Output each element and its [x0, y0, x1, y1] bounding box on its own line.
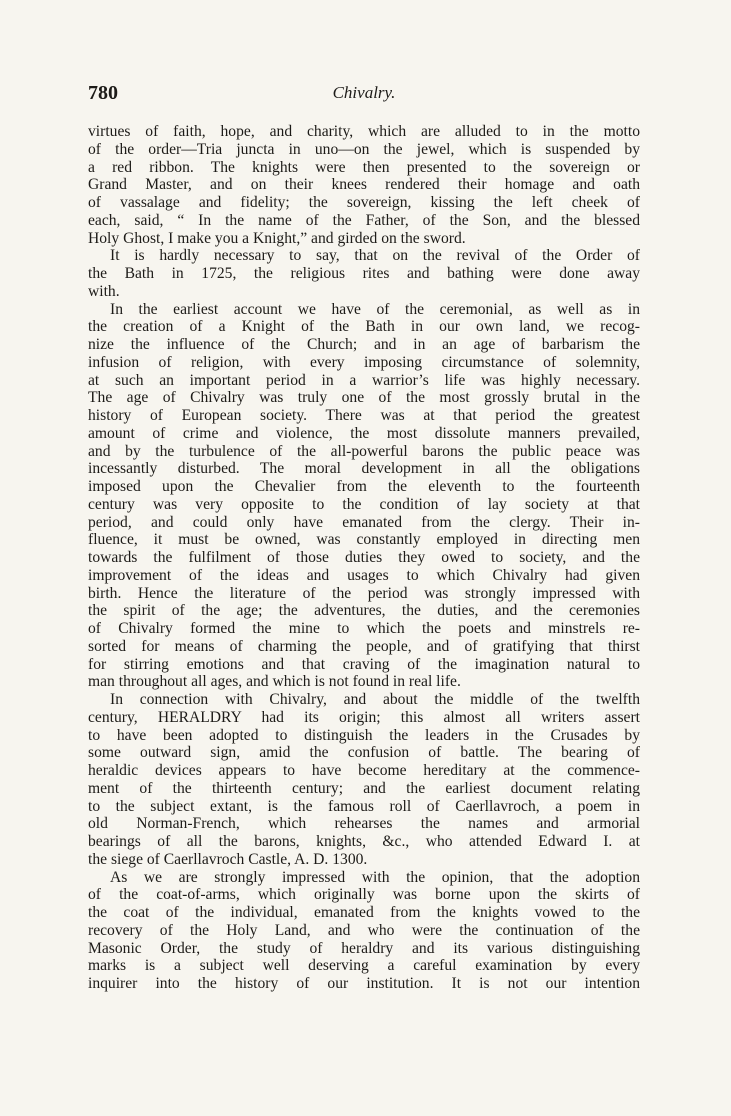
text-line: inquirer into the history of our institution. It is not our intention — [88, 975, 640, 992]
text-line: bearings of all the barons, knights, &c., who attended Edward I. at — [88, 833, 640, 850]
text-line: at such an important period in a warrior’s life was highly necessary. — [88, 371, 640, 389]
text-line: imposed upon the Chevalier from the eleventh to the fourteenth — [88, 478, 640, 495]
text-line: to the subject extant, is the famous roll of Caerllavroch, a poem in — [88, 797, 640, 815]
text-line: to have been adopted to distinguish the leaders in the Crusades by — [88, 726, 640, 744]
text-line: the siege of Caerllavroch Castle, A. D. 1300. — [88, 850, 368, 868]
text-line: Masonic Order, the study of heraldry and its various distinguishing — [88, 939, 640, 957]
text-line: and by the turbulence of the all-powerful barons the public peace was — [88, 442, 640, 460]
text-line: for stirring emotions and that craving of the imagination natural to — [88, 655, 640, 673]
text-line: of the coat-of-arms, which originally was borne upon the skirts of — [88, 886, 640, 904]
text-line: the creation of a Knight of the Bath in our own land, we recog- — [88, 318, 640, 336]
page-header — [88, 82, 640, 106]
text-line: recovery of the Holy Land, and who were the continuation of the — [88, 921, 640, 939]
text-line: some outward sign, amid the confusion of battle. The bearing of — [88, 744, 640, 762]
text-line: with. — [88, 282, 120, 300]
text-line: birth. Hence the literature of the period was strongly impressed with — [88, 584, 640, 602]
text-line: a red ribbon. The knights were then presented to the sovereign or — [88, 158, 640, 176]
text-line: In the earliest account we have of the ceremonial, as well as in — [110, 300, 640, 318]
text-line: marks is a subject well deserving a careful examination by every — [88, 957, 640, 975]
text-line: sorted for means of charming the people, and of gratifying that thirst — [88, 637, 640, 655]
text-line: incessantly disturbed. The moral development in all the obligations — [88, 460, 640, 478]
text-line: ment of the thirteenth century; and the earliest document relating — [88, 779, 640, 797]
body-text — [88, 123, 640, 993]
text-line: the coat of the individual, emanated from the knights vowed to the — [88, 904, 640, 921]
text-line: The age of Chivalry was truly one of the most grossly brutal in the — [88, 389, 640, 407]
text-line: the spirit of the age; the adventures, the duties, and the ceremonies — [88, 602, 640, 620]
text-line: period, and could only have emanated from the clergy. Their in- — [88, 513, 640, 531]
text-line: Grand Master, and on their knees rendered their homage and oath — [88, 176, 640, 194]
text-line: In connection with Chivalry, and about the middle of the twelfth — [110, 691, 640, 708]
text-line: infusion of religion, with every imposing circumstance of solemnity, — [88, 353, 640, 371]
page-number: 780 — [88, 82, 118, 104]
text-line: amount of crime and violence, the most dissolute manners prevailed, — [88, 424, 640, 442]
running-title: Chivalry. — [332, 83, 396, 102]
text-line: heraldic devices appears to have become hereditary at the commence- — [88, 762, 640, 779]
text-line: century was very opposite to the condition of lay society at that — [88, 495, 640, 513]
text-line: century, HERALDRY had its origin; this almost all writers assert — [88, 708, 640, 726]
text-line: old Norman-French, which rehearses the names and armorial — [88, 815, 640, 833]
text-line: history of European society. There was at that period the greatest — [88, 407, 640, 424]
text-line: It is hardly necessary to say, that on the revival of the Order of — [110, 247, 640, 265]
text-line: Holy Ghost, I make you a Knight,” and girded on the sword. — [88, 229, 466, 247]
text-line: of vassalage and fidelity; the sovereign, kissing the left cheek of — [88, 194, 640, 211]
text-line: As we are strongly impressed with the opinion, that the adoption — [110, 868, 640, 886]
text-line: virtues of faith, hope, and charity, which are alluded to in the motto — [88, 123, 640, 140]
text-line: towards the fulfilment of those duties they owed to society, and the — [88, 549, 640, 566]
text-line: man throughout all ages, and which is not found in real life. — [88, 673, 461, 691]
text-line: the Bath in 1725, the religious rites and bathing were done away — [88, 265, 640, 282]
text-line: nize the influence of the Church; and in an age of barbarism the — [88, 336, 640, 353]
text-line: improvement of the ideas and usages to which Chivalry had given — [88, 566, 640, 584]
text-line: of Chivalry formed the mine to which the poets and minstrels re- — [88, 620, 640, 637]
text-line: of the order—Tria juncta in uno—on the jewel, which is suspended by — [88, 140, 640, 158]
text-line: fluence, it must be owned, was constantly employed in directing men — [88, 531, 640, 549]
text-line: each, said, “ In the name of the Father, of the Son, and the blessed — [88, 211, 640, 229]
